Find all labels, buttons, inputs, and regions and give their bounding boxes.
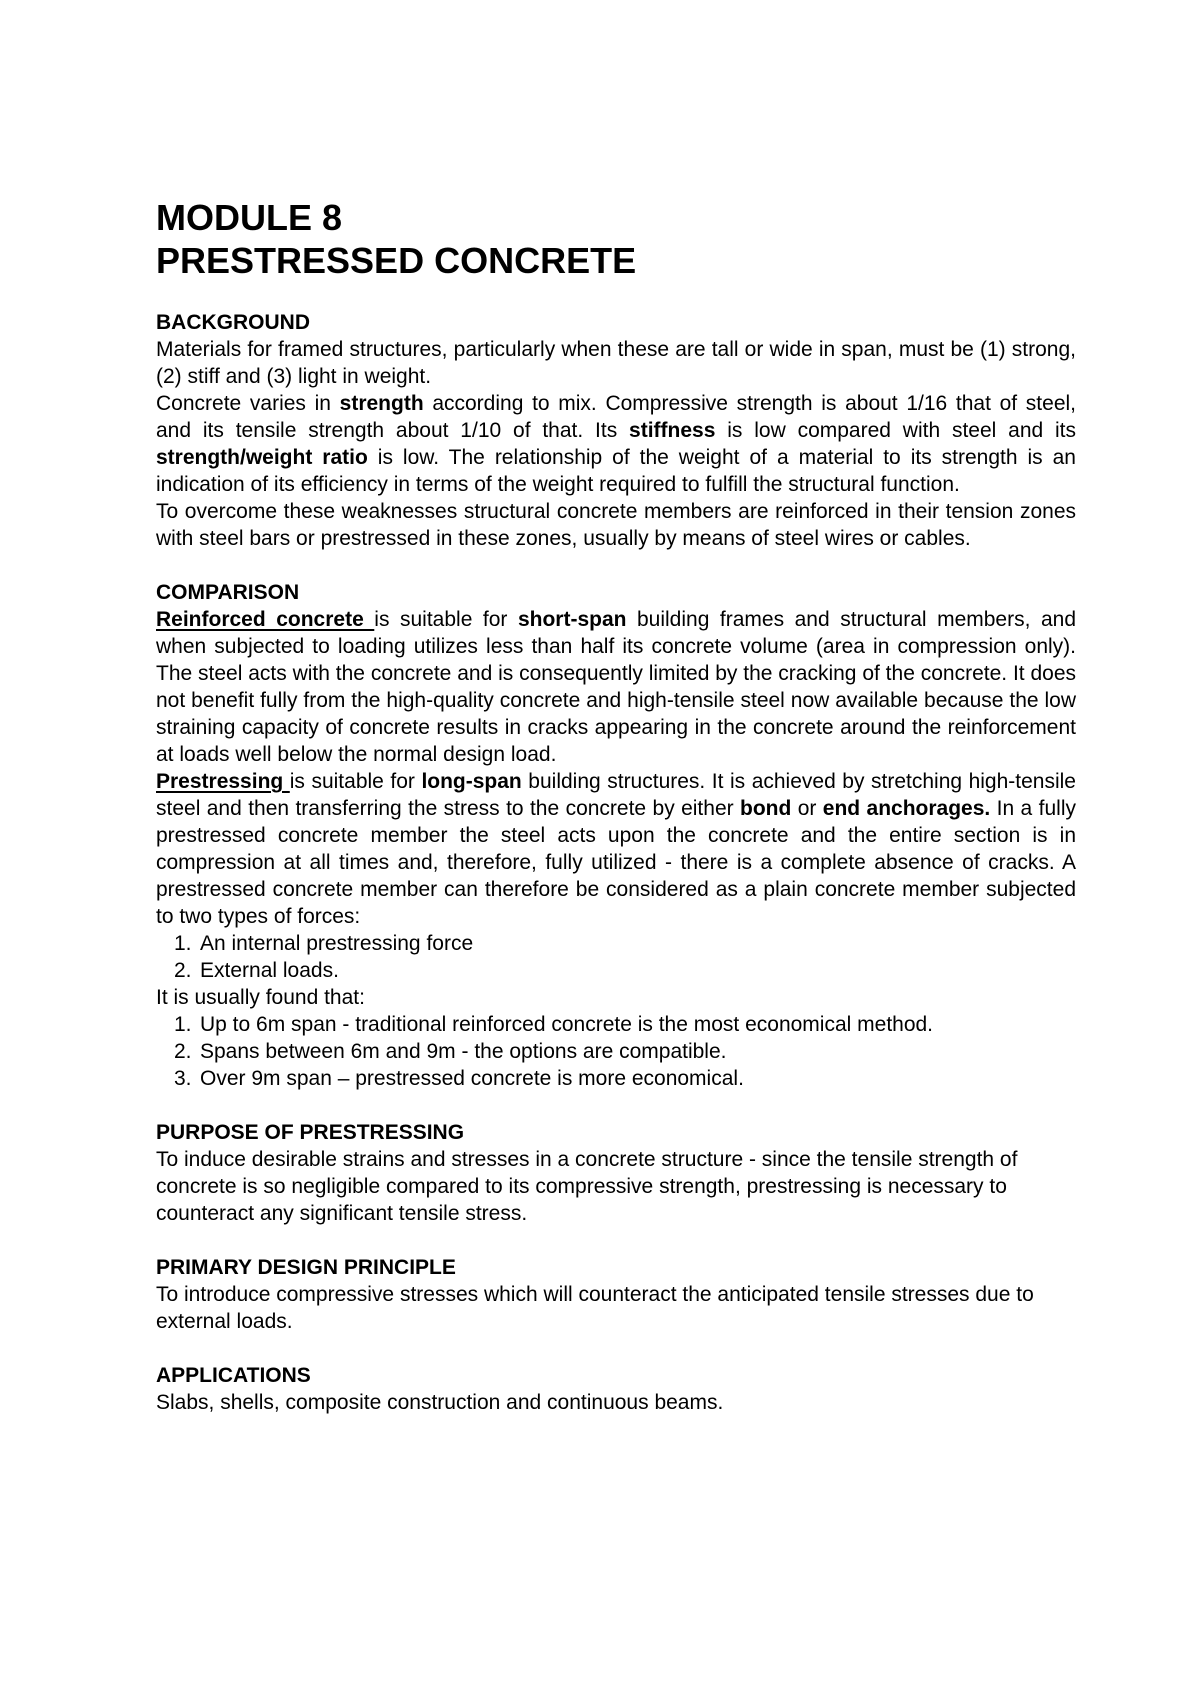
list-number: 1. [174,932,192,955]
text-run: building structures. It is achieved by stretching high-tensile steel and then transferring the stress to the concrete by either [156,770,1076,820]
reinforced-concrete-term: Reinforced concrete [156,608,375,631]
list-number: 2. [174,1040,192,1063]
text-run: is low. The relationship of the weight of a material to its strength is an indication of its efficiency in terms of the weight required to fulfill the structural function. [156,446,1076,496]
list-text: External loads. [200,959,339,982]
spacer [156,552,1076,579]
findings-list [156,1011,1076,1092]
prestressing-term: Prestressing [156,770,290,793]
list-item [156,957,1076,984]
end-anchorages-term: end anchorages. [822,797,991,820]
list-number: 2. [174,959,192,982]
text-run: building frames and structural members, and when subjected to loading utilizes less than half its concrete volume (area in compression only). The steel acts with the concrete and is consequently limited by the cracking of the concrete. It does not benefit fully from the high-quality concrete and high-tensile steel now available because the low straining capacity of concrete results in cracks appearing in the concrete around the reinforcement at loads well below the normal design load. [156,608,1077,766]
applications-paragraph: Slabs, shells, composite construction and continuous beams. [156,1391,724,1414]
document-page [156,196,1076,1416]
background-paragraph-1: Materials for framed structures, particularly when these are tall or wide in span, must be (1) strong, (2) stiff and (3) light in weight. [156,338,1076,388]
strength-term: strength [339,392,424,415]
text-run: is suitable for [289,770,422,793]
purpose-paragraph: To induce desirable strains and stresses in a concrete structure - since the tensile strength of concrete is so negligible compared to its compressive strength, prestressing is necessary to counteract any significant tensile stress. [156,1148,1018,1225]
spacer [156,1335,1076,1362]
background-section [156,309,1076,552]
list-item [156,1038,1076,1065]
list-number: 3. [174,1067,192,1090]
text-run: according to mix. Compressive strength is about 1/16 that of steel, and its tensile strength about 1/10 of that. Its [156,392,1076,442]
prestressing-paragraph [156,768,1076,930]
document-title: PRESTRESSED CONCRETE [156,240,637,281]
principle-heading: PRIMARY DESIGN PRINCIPLE [156,1256,456,1279]
short-span-term: short-span [517,608,627,631]
principle-section [156,1254,1076,1335]
list-item [156,1065,1076,1092]
background-heading: BACKGROUND [156,311,310,334]
long-span-term: long-span [421,770,522,793]
text-run: is suitable for [374,608,518,631]
bond-term: bond [740,797,792,820]
applications-section [156,1362,1076,1416]
spacer [156,282,1076,309]
list-item [156,1011,1076,1038]
text-run: is low compared with steel and its [715,419,1076,442]
list-number: 1. [174,1013,192,1036]
list-text: Over 9m span – prestressed concrete is more economical. [200,1067,744,1090]
applications-heading: APPLICATIONS [156,1364,311,1387]
reinforced-concrete-paragraph [156,606,1076,768]
spacer [156,1227,1076,1254]
module-title: MODULE 8 [156,197,343,238]
text-run: In a fully prestressed concrete member the steel acts upon the concrete and the entire section is in compression at all times and, therefore, fully utilized - there is a complete absence of cracks. A prestressed concrete member can therefore be considered as a plain concrete member subjected to two types of forces: [156,797,1076,928]
strength-weight-ratio-term: strength/weight ratio [156,446,368,469]
text-run: or [791,797,823,820]
purpose-section [156,1119,1076,1227]
purpose-heading: PURPOSE OF PRESTRESSING [156,1121,465,1144]
list-item [156,930,1076,957]
forces-list [156,930,1076,984]
found-intro: It is usually found that: [156,986,365,1009]
list-text: Up to 6m span - traditional reinforced concrete is the most economical method. [200,1013,934,1036]
list-text: An internal prestressing force [200,932,474,955]
comparison-heading: COMPARISON [156,581,300,604]
background-paragraph-2 [156,390,1076,498]
list-text: Spans between 6m and 9m - the options are compatible. [200,1040,727,1063]
stiffness-term: stiffness [629,419,716,442]
background-paragraph-3: To overcome these weaknesses structural concrete members are reinforced in their tension zones with steel bars or prestressed in these zones, usually by means of steel wires or cables. [156,500,1076,550]
principle-paragraph: To introduce compressive stresses which will counteract the anticipated tensile stresses due to external loads. [156,1283,1034,1333]
text-run: Concrete varies in [156,392,340,415]
comparison-section [156,579,1076,1092]
spacer [156,1092,1076,1119]
